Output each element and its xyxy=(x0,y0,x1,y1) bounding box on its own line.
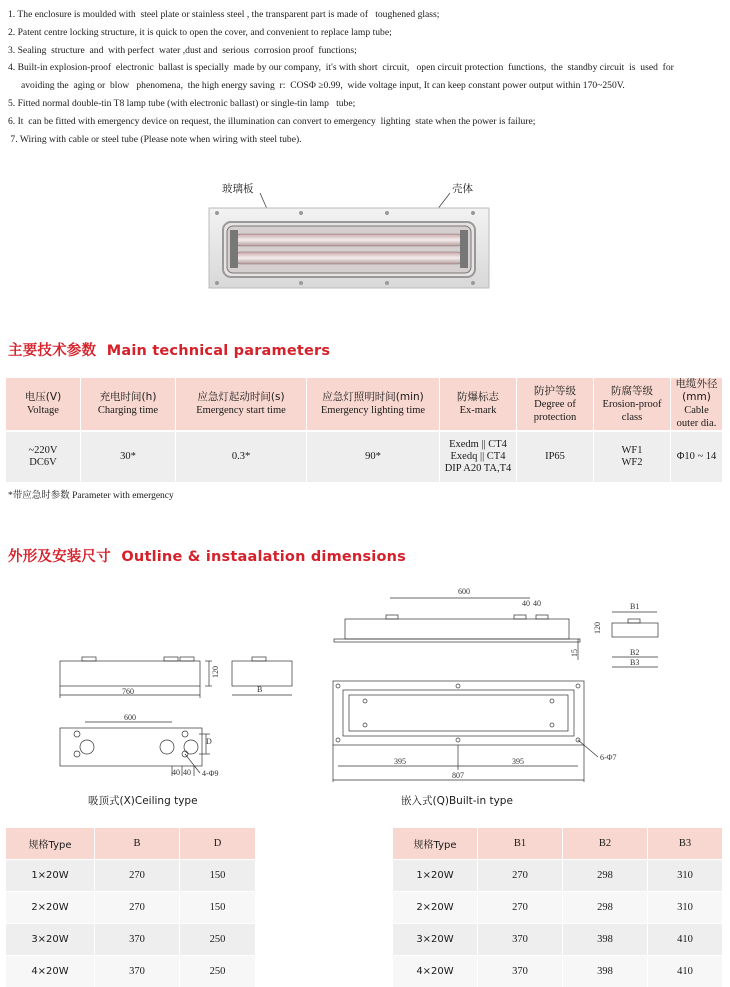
feature-item: 3. Sealing structure and with perfect water ,dust and serious corrosion proof functions; xyxy=(8,42,720,60)
builtin-dimension-table xyxy=(393,828,722,987)
cell-B: 370 xyxy=(95,956,180,987)
cell-type: 1×20W xyxy=(6,860,95,892)
cell-B2: 298 xyxy=(563,892,648,924)
col-D: D xyxy=(180,828,256,860)
header-charging: 充电时间(h) Charging time xyxy=(81,378,176,431)
dim-760: 760 xyxy=(122,687,134,696)
product-photo xyxy=(205,175,495,290)
header-cable: 电缆外径(mm) Cable outer dia. xyxy=(671,378,723,431)
table-row xyxy=(393,956,722,987)
cell-type: 4×20W xyxy=(6,956,95,987)
builtin-end-view xyxy=(612,623,658,637)
cell-B3: 310 xyxy=(648,860,723,892)
builtin-caption: 嵌入式(Q)Built-in type xyxy=(401,793,513,808)
cell-type: 1×20W xyxy=(393,860,478,892)
cell-erosion: WF1 WF2 xyxy=(594,431,671,482)
header-erosion: 防腐等级 Erosion-proof class xyxy=(594,378,671,431)
ceiling-side-view xyxy=(60,661,200,686)
table-row xyxy=(6,431,722,482)
dim-B2: B2 xyxy=(630,648,639,657)
dim-15: 15 xyxy=(570,649,579,657)
spec-table xyxy=(6,378,722,482)
cell-cable: Φ10 ~ 14 xyxy=(671,431,723,482)
feature-item: 5. Fitted normal double-tin T8 lamp tube (with electronic ballast) or single-tin lamp tube; xyxy=(8,95,720,113)
header-protection: 防护等级 Degree of protection xyxy=(517,378,594,431)
cell-B3: 410 xyxy=(648,924,723,956)
dim-40-b: 40 xyxy=(183,768,191,777)
technical-drawings xyxy=(0,570,730,800)
feature-item: 2. Patent centre locking structure, it is quick to open the cover, and convenient to replace lamp tube; xyxy=(8,24,720,42)
cell-D: 250 xyxy=(180,956,256,987)
col-B1: B1 xyxy=(478,828,563,860)
table-row xyxy=(393,924,722,956)
ceiling-caption: 吸顶式(X)Ceiling type xyxy=(88,793,198,808)
dim-395-b: 395 xyxy=(512,757,524,766)
cell-B2: 398 xyxy=(563,924,648,956)
cell-start: 0.3* xyxy=(176,431,307,482)
cell-B: 270 xyxy=(95,892,180,924)
cell-type: 3×20W xyxy=(393,924,478,956)
col-type: 规格Type xyxy=(393,828,478,860)
ceiling-bottom-view xyxy=(60,728,202,766)
cell-exmark: Exedm || CT4 Exedq || CT4 DIP A20 TA,T4 xyxy=(440,431,517,482)
dim-40-c: 40 xyxy=(522,599,530,608)
feature-item: 4. Built-in explosion-proof electronic ballast is specially made by our company, it's with short circuit, open circuit protection functions, the standby circuit is used for xyxy=(8,59,720,77)
cell-lighting: 90* xyxy=(307,431,440,482)
glass-label: 玻璃板 xyxy=(222,181,254,196)
shell-label: 壳体 xyxy=(452,181,473,196)
table-row xyxy=(6,860,255,892)
builtin-side-view xyxy=(345,619,569,639)
cell-type: 3×20W xyxy=(6,924,95,956)
cell-B2: 398 xyxy=(563,956,648,987)
ceiling-end-view xyxy=(232,661,292,686)
header-voltage: 电压(V) Voltage xyxy=(6,378,81,431)
dim-120-builtin: 120 xyxy=(593,622,602,634)
dim-B3: B3 xyxy=(630,658,639,667)
dim-395-a: 395 xyxy=(394,757,406,766)
feature-list xyxy=(8,6,720,148)
cell-D: 250 xyxy=(180,924,256,956)
col-B2: B2 xyxy=(563,828,648,860)
col-B: B xyxy=(95,828,180,860)
hole-6-label: 6-Φ7 xyxy=(600,753,617,762)
builtin-front-view xyxy=(333,681,584,745)
cell-B1: 270 xyxy=(478,860,563,892)
cell-voltage: ~220V DC6V xyxy=(6,431,81,482)
dim-40-a: 40 xyxy=(172,768,180,777)
cell-B3: 410 xyxy=(648,956,723,987)
cell-type: 2×20W xyxy=(6,892,95,924)
header-exmark: 防爆标志 Ex-mark xyxy=(440,378,517,431)
cell-type: 4×20W xyxy=(393,956,478,987)
ceiling-dimension-table xyxy=(6,828,255,987)
dim-120-ceiling: 120 xyxy=(211,666,220,678)
cell-D: 150 xyxy=(180,860,256,892)
dim-40-d: 40 xyxy=(533,599,541,608)
table-row xyxy=(6,956,255,987)
emergency-note: *带应急时参数 Parameter with emergency xyxy=(8,487,174,501)
dim-600-builtin: 600 xyxy=(458,587,470,596)
cell-B: 270 xyxy=(95,860,180,892)
cell-D: 150 xyxy=(180,892,256,924)
table-row xyxy=(6,892,255,924)
col-type: 规格Type xyxy=(6,828,95,860)
feature-item: 7. Wiring with cable or steel tube (Please note when wiring with steel tube). xyxy=(8,131,720,149)
header-start: 应急灯起动时间(s) Emergency start time xyxy=(176,378,307,431)
cell-B1: 370 xyxy=(478,956,563,987)
cell-B2: 298 xyxy=(563,860,648,892)
dim-D: D xyxy=(206,737,212,746)
dim-B: B xyxy=(257,685,262,694)
table-row xyxy=(6,924,255,956)
header-lighting: 应急灯照明时间(min) Emergency lighting time xyxy=(307,378,440,431)
cell-B3: 310 xyxy=(648,892,723,924)
col-B3: B3 xyxy=(648,828,723,860)
cell-type: 2×20W xyxy=(393,892,478,924)
cell-B: 370 xyxy=(95,924,180,956)
dim-807: 807 xyxy=(452,771,464,780)
feature-item: 1. The enclosure is moulded with steel plate or stainless steel , the transparent part is made of toughened glass; xyxy=(8,6,720,24)
cell-charging: 30* xyxy=(81,431,176,482)
dim-B1: B1 xyxy=(630,602,639,611)
feature-item: 6. It can be fitted with emergency device on request, the illumination can convert to emergency lighting state when the power is failure; xyxy=(8,113,720,131)
hole-4-label: 4-Φ9 xyxy=(202,769,219,778)
cell-protection: IP65 xyxy=(517,431,594,482)
cell-B1: 370 xyxy=(478,924,563,956)
table-row xyxy=(393,860,722,892)
cell-B1: 270 xyxy=(478,892,563,924)
outline-heading: 外形及安装尺寸 Outline & instaalation dimensions xyxy=(8,545,406,566)
feature-item-continued: avoiding the aging or blow phenomena, the high energy saving r: COSΦ ≥0.99, wide voltage input, It can keep constant power output within 170~250V. xyxy=(8,77,720,95)
table-row xyxy=(393,892,722,924)
dim-600-ceiling: 600 xyxy=(124,713,136,722)
main-parameters-heading: 主要技术参数 Main technical parameters xyxy=(8,339,330,360)
